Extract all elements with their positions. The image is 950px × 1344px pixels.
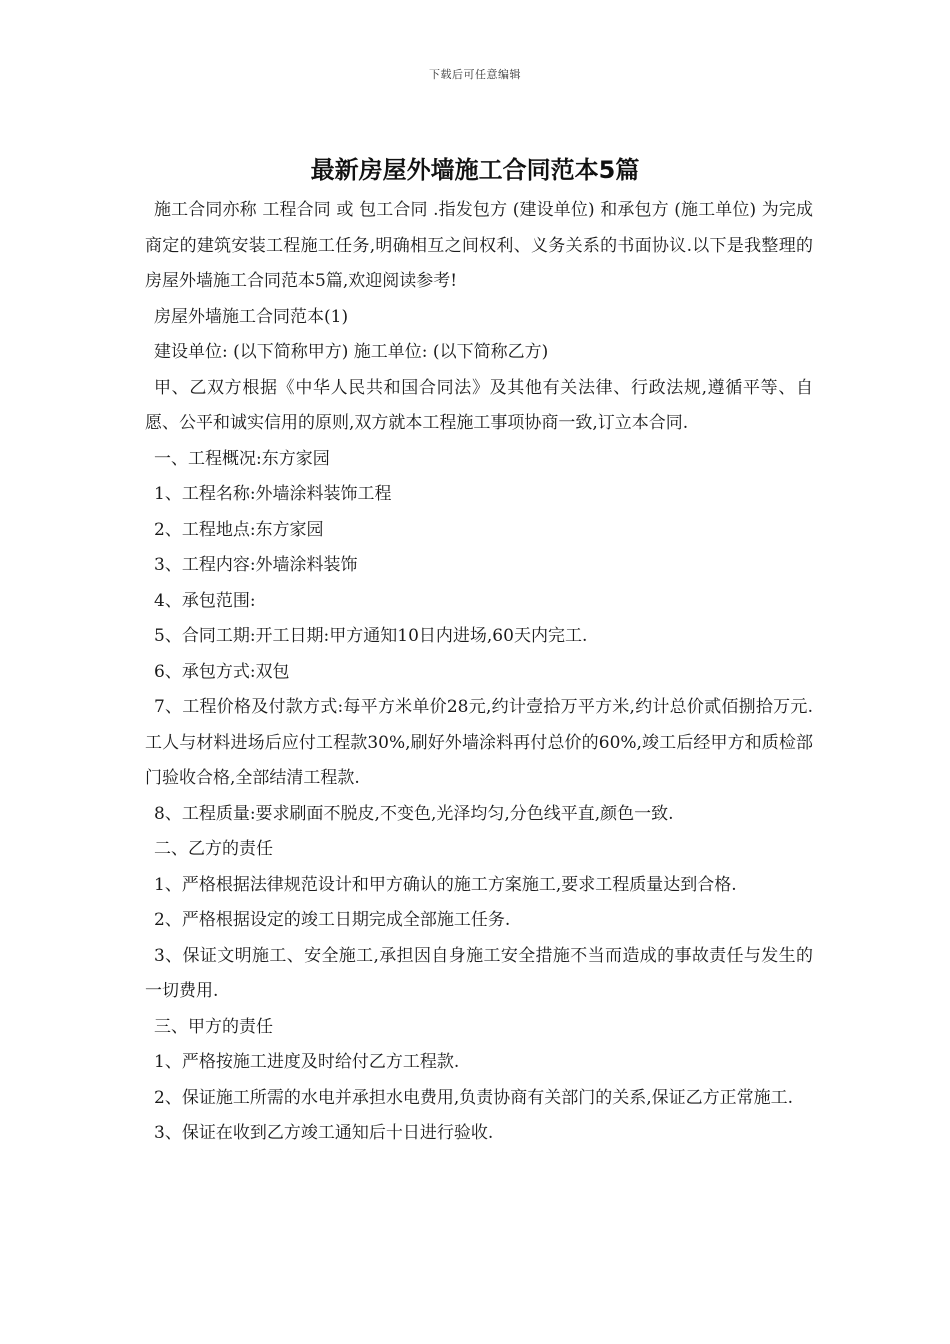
clause-item: 2、严格根据设定的竣工日期完成全部施工任务. (154, 910, 511, 930)
preamble-paragraph: 甲、乙双方根据《中华人民共和国合同法》及其他有关法律、行政法规,遵循平等、自愿、公平和诚实信用的原则,双方就本工程施工事项协商一致,订立本合同. (145, 377, 813, 433)
clause-item: 3、保证文明施工、安全施工,承担因自身施工安全措施不当而造成的事故责任与发生的一切费用. (145, 945, 813, 1001)
clause-item: 6、承包方式:双包 (154, 661, 290, 682)
clause-item: 1、严格按施工进度及时给付乙方工程款. (154, 1052, 460, 1072)
clause-item: 5、合同工期:开工日期:甲方通知10日内进场,60天内完工. (154, 626, 588, 646)
section-heading-party-b: 二、乙方的责任 (154, 839, 273, 859)
section-heading-contract-1: 房屋外墙施工合同范本(1) (154, 306, 349, 327)
document-body (145, 193, 813, 1152)
section-heading-party-a: 三、甲方的责任 (154, 1016, 273, 1037)
header-note: 下载后可任意编辑 (429, 68, 521, 81)
clause-item: 1、工程名称:外墙涂料装饰工程 (154, 484, 392, 504)
clause-item: 2、保证施工所需的水电并承担水电费用,负责协商有关部门的关系,保证乙方正常施工. (154, 1087, 794, 1108)
document-title: 最新房屋外墙施工合同范本5篇 (310, 156, 640, 184)
clause-item: 3、保证在收到乙方竣工通知后十日进行验收. (154, 1123, 494, 1143)
clause-item: 2、工程地点:东方家园 (154, 519, 324, 540)
clause-item: 7、工程价格及付款方式:每平方米单价28元,约计壹拾万平方米,约计总价贰佰捌拾万元.工人与材料进场后应付工程款30%,刷好外墙涂料再付总价的60%,竣工后经甲方和质检部门验收合格,全部结清工程款. (145, 697, 813, 788)
clause-item: 4、承包范围: (154, 590, 256, 611)
intro-paragraph: 施工合同亦称 工程合同 或 包工合同 .指发包方 (建设单位) 和承包方 (施工单位) 为完成商定的建筑安装工程施工任务,明确相互之间权利、义务关系的书面协议.以下是我整理的房屋外墙施工合同范本5篇,欢迎阅读参考! (145, 200, 813, 291)
clause-item: 1、严格根据法律规范设计和甲方确认的施工方案施工,要求工程质量达到合格. (154, 874, 737, 895)
clause-item: 3、工程内容:外墙涂料装饰 (154, 555, 358, 575)
clause-item: 8、工程质量:要求刷面不脱皮,不变色,光泽均匀,分色线平直,颜色一致. (154, 803, 674, 824)
parties-line: 建设单位: (以下简称甲方) 施工单位: (以下简称乙方) (154, 342, 549, 362)
section-heading-overview: 一、工程概况:东方家园 (154, 448, 330, 469)
